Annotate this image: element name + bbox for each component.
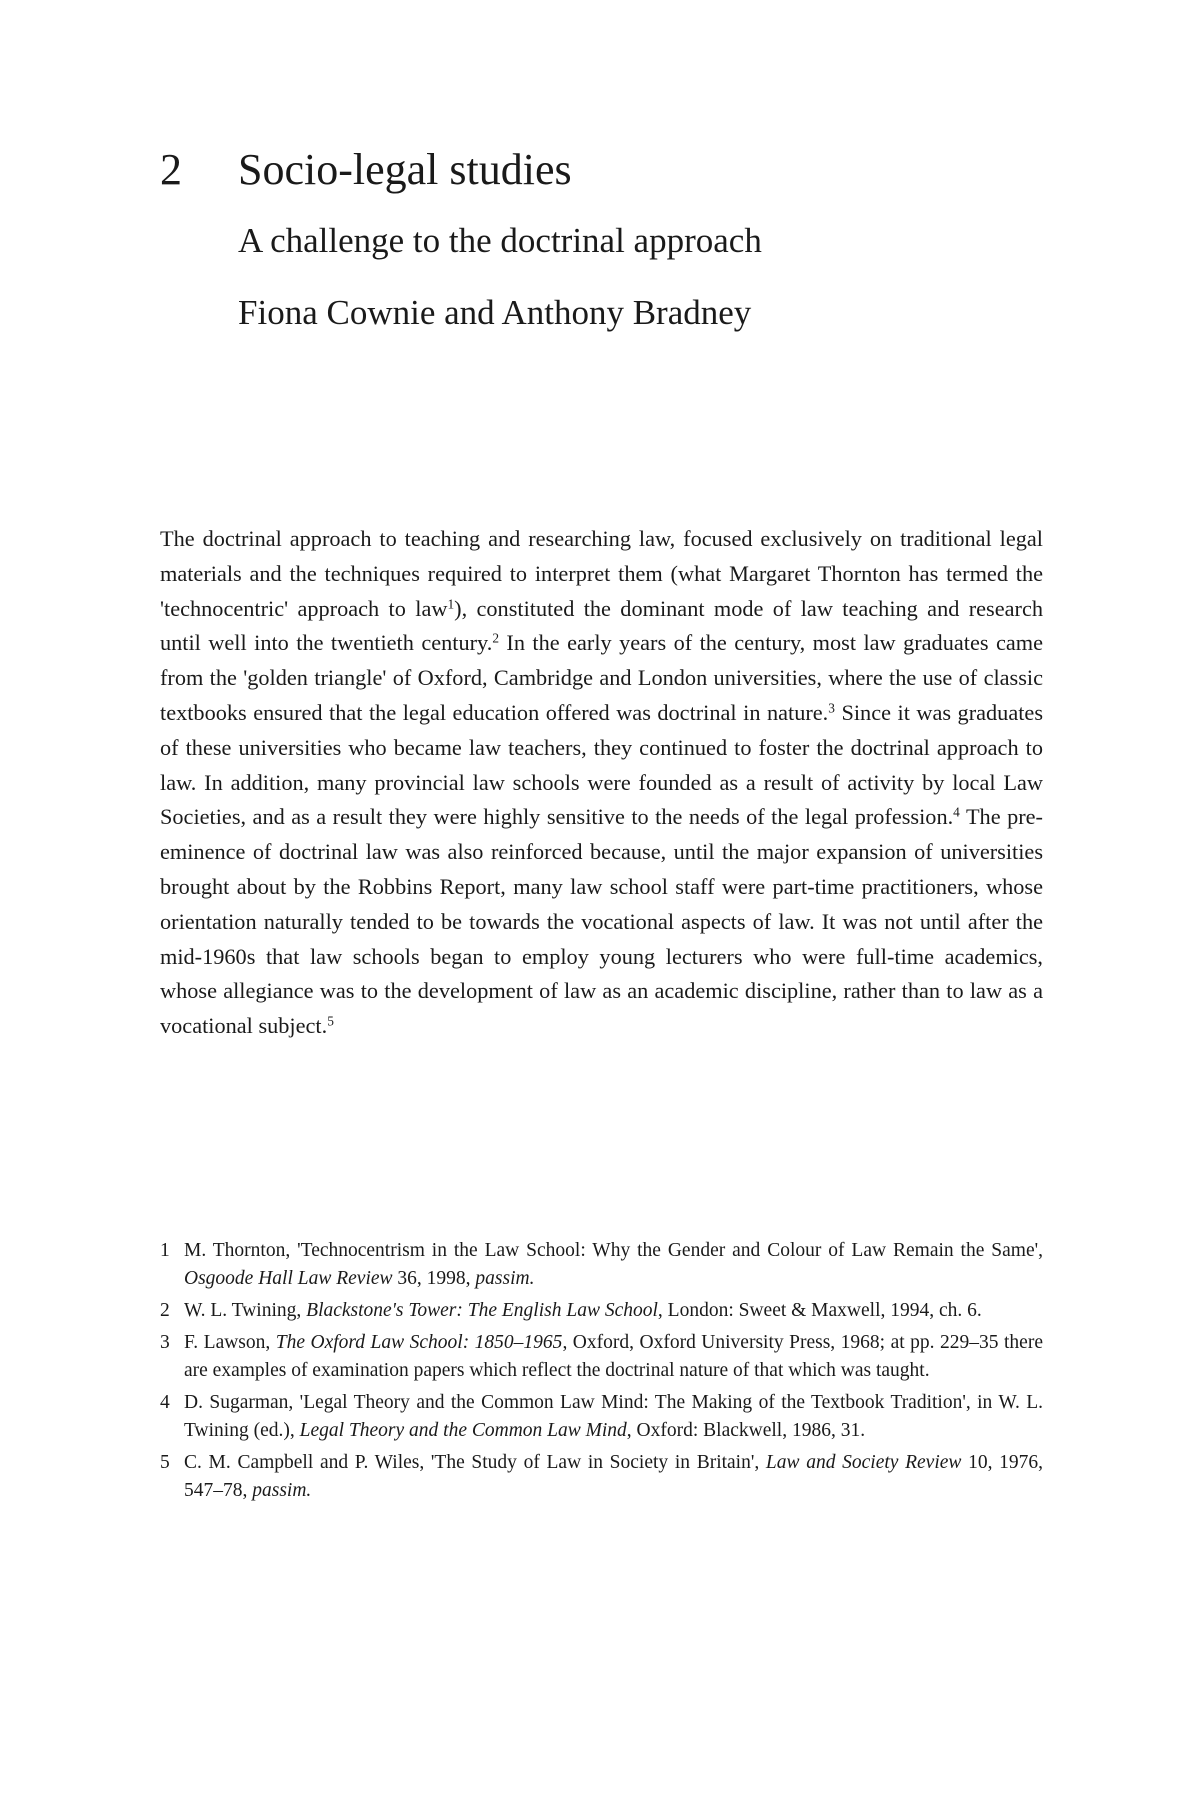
footnote-number: 5 xyxy=(160,1452,170,1473)
footnote-text xyxy=(184,1329,1043,1385)
body-text-segment: In the early years of the century, most law graduates came from the 'golden triangle' of Oxford, Cambridge and London universities, where the use of classic textbooks ensured that the legal education offered was doctrinal in nature. xyxy=(160,630,1043,725)
footnote xyxy=(160,1389,1043,1445)
footnote-text xyxy=(184,1389,1043,1445)
footnote xyxy=(160,1237,1043,1293)
footnote-text-segment: 10, 1976, 547–78, xyxy=(184,1452,1044,1501)
footnote-text-segment: M. Thornton, 'Technocentrism in the Law School: Why the Gender and Colour of Law Remain the Same', xyxy=(184,1240,1043,1261)
footnote-italic: Blackstone's Tower: The English Law School xyxy=(306,1300,658,1321)
chapter-title: Socio-legal studies xyxy=(238,145,572,194)
footnote-ref: 1 xyxy=(447,596,455,612)
chapter-authors: Fiona Cownie and Anthony Bradney xyxy=(238,292,752,332)
footnote-italic: Law and Society Review xyxy=(765,1452,962,1473)
footnote-text xyxy=(184,1237,1043,1293)
footnotes xyxy=(160,1237,1043,1509)
footnote-number: 2 xyxy=(160,1300,170,1321)
footnote-text-segment: 36, 1998, xyxy=(392,1268,476,1289)
footnote-italic: Osgoode Hall Law Review xyxy=(184,1268,393,1289)
chapter-number: 2 xyxy=(160,145,182,194)
body-text-segment: The doctrinal approach to teaching and researching law, focused exclusively on traditional legal materials and the techniques required to interpret them (what Margaret Thornton has termed the 'technocentric' approach to law xyxy=(160,526,1043,621)
footnote-ref: 2 xyxy=(492,631,499,647)
footnote-text-segment: C. M. Campbell and P. Wiles, 'The Study of Law in Society in Britain', xyxy=(184,1452,766,1473)
footnote-ref: 3 xyxy=(828,700,835,716)
chapter-subtitle: A challenge to the doctrinal approach xyxy=(238,221,762,260)
footnote xyxy=(160,1297,1043,1325)
footnote-ref: 4 xyxy=(953,805,960,821)
footnote-text xyxy=(184,1297,1043,1325)
body-text-segment: The pre-eminence of doctrinal law was also reinforced because, until the major expansion of universities brought about by the Robbins Report, many law school staff were part-time practitioners, whose orientation naturally tended to be towards the vocational aspects of law. It was not until after the mid-1960s that law schools began to employ young lecturers who were full-time academics, whose allegiance was to the development of law as an academic discipline, rather than to law as a vocational subject. xyxy=(160,804,1043,1039)
footnote-italic: The Oxford Law School: 1850–1965 xyxy=(275,1332,563,1353)
footnote-text xyxy=(184,1449,1043,1505)
body-paragraph xyxy=(160,522,1043,1044)
body-text-segment: Since it was graduates of these universities who became law teachers, they continued to foster the doctrinal approach to law. In addition, many provincial law schools were founded as a result of activity by local Law Societies, and as a result they were highly sensitive to the needs of the legal profession. xyxy=(160,699,1043,830)
footnote-text-segment: D. Sugarman, 'Legal Theory and the Common Law Mind: The Making of the Textbook Tradition', in W. L. Twining (ed.), xyxy=(184,1392,1043,1441)
chapter-title-row xyxy=(160,145,1060,194)
footnote-text-segment: W. L. Twining, xyxy=(184,1300,307,1321)
footnote xyxy=(160,1329,1043,1385)
body-text-segment: ), constituted the dominant mode of law teaching and research until well into the twentieth century. xyxy=(160,595,1043,656)
footnote-text-segment: , London: Sweet & Maxwell, 1994, ch. 6. xyxy=(657,1300,982,1321)
footnote-number: 3 xyxy=(160,1332,170,1353)
footnote-text-segment: F. Lawson, xyxy=(184,1332,276,1353)
footnote-ref: 5 xyxy=(327,1013,334,1029)
footnote-number: 1 xyxy=(160,1240,170,1261)
footnote-text-segment: , Oxford, Oxford University Press, 1968; at pp. 229–35 there are examples of examination papers which reflect the doctrinal nature of that which was taught. xyxy=(184,1332,1043,1381)
chapter-header xyxy=(160,145,1060,332)
footnote xyxy=(160,1449,1043,1505)
footnote-italic: Legal Theory and the Common Law Mind xyxy=(299,1420,627,1441)
footnote-italic: passim. xyxy=(252,1480,312,1501)
footnote-text-segment: , Oxford: Blackwell, 1986, 31. xyxy=(626,1420,866,1441)
footnote-italic: passim. xyxy=(475,1268,535,1289)
footnote-number: 4 xyxy=(160,1392,170,1413)
